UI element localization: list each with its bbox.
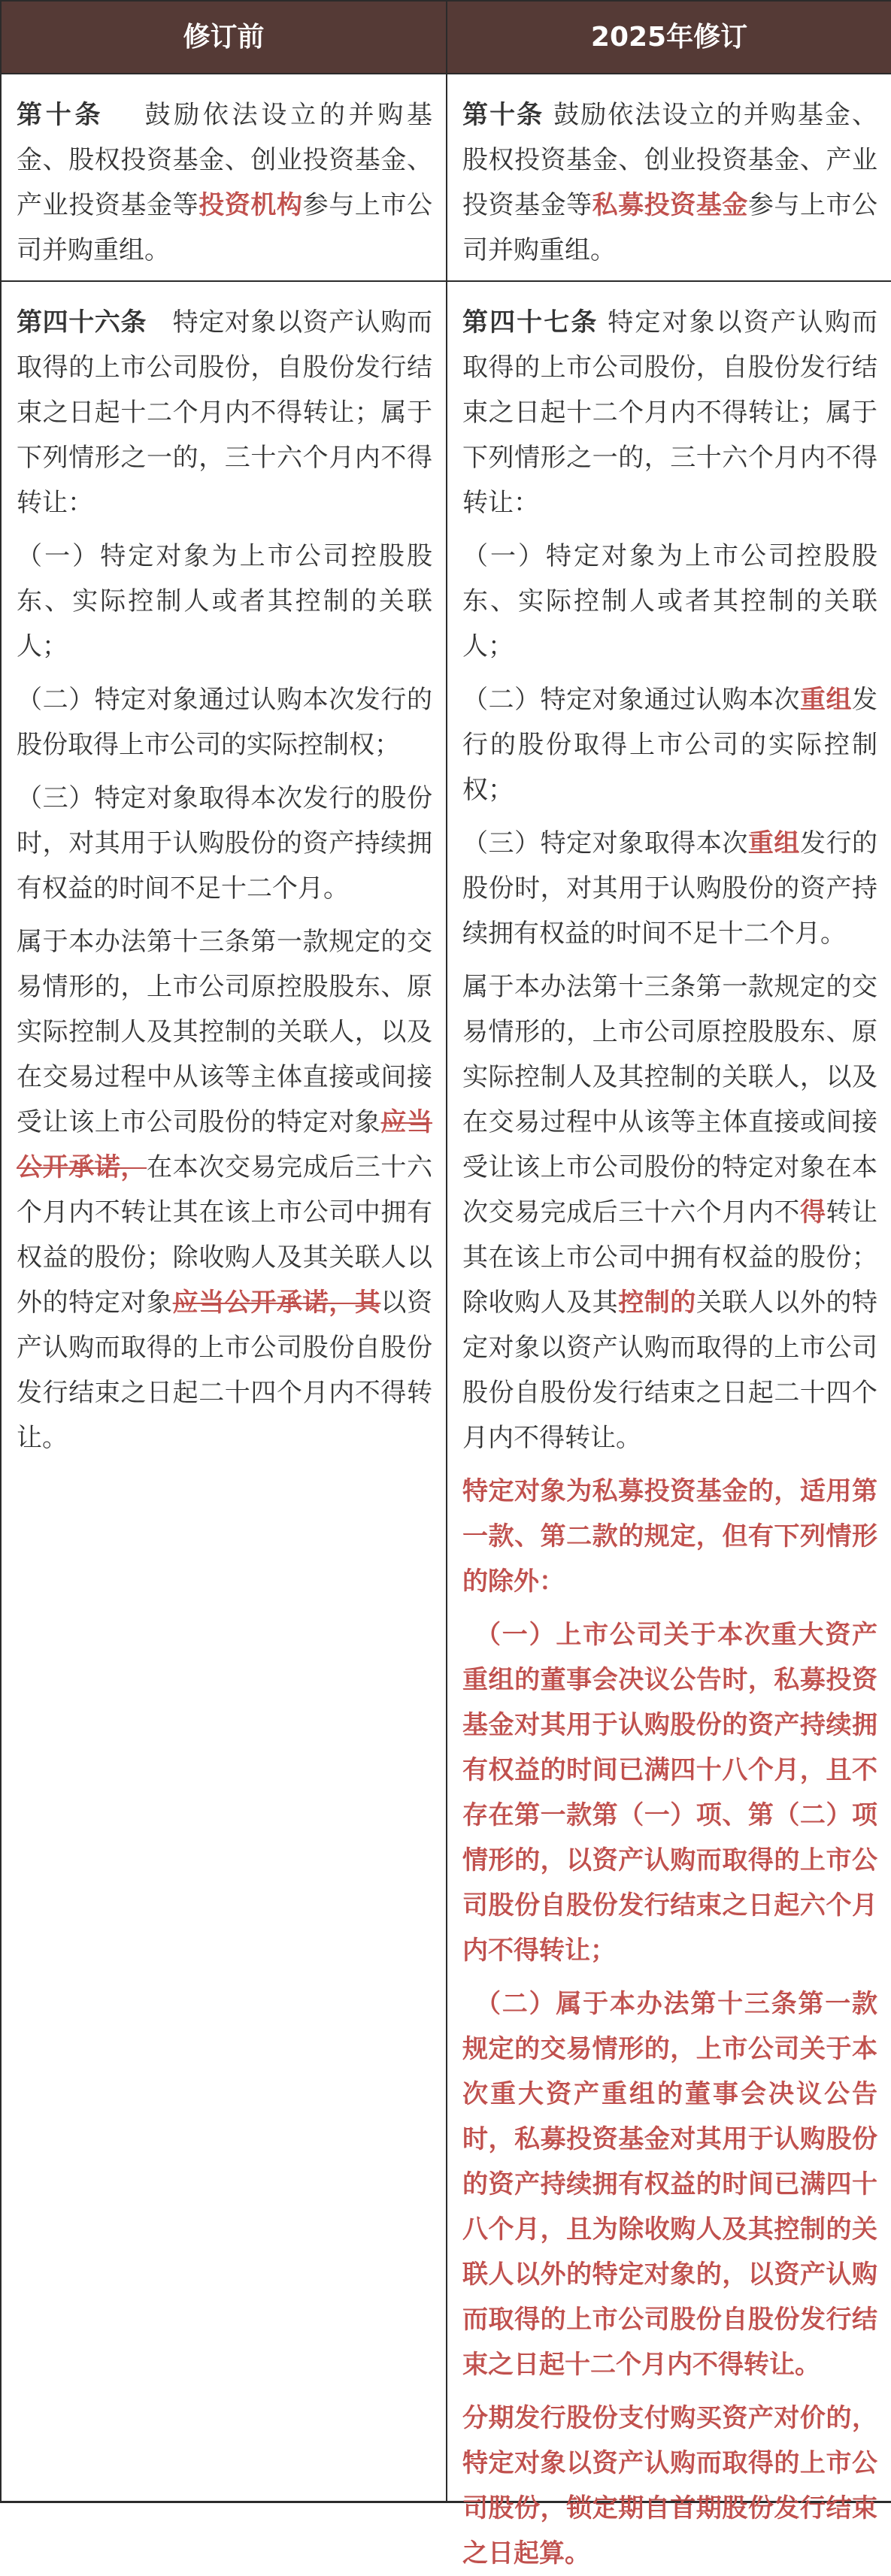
revised-text: 投资机构 bbox=[199, 190, 303, 220]
table-header bbox=[2, 2, 891, 73]
cell-after bbox=[446, 74, 891, 280]
header-2025-revision: 2025年修订 bbox=[446, 2, 891, 73]
clause-paragraph bbox=[462, 677, 877, 813]
deleted-text: 应当公开承诺， bbox=[17, 1107, 433, 1182]
article-number: 第四十六条 bbox=[17, 307, 147, 338]
clause-paragraph bbox=[17, 919, 432, 1461]
clause-text: 参与上市公司并购重组。 bbox=[462, 190, 878, 265]
revised-text: 控制的 bbox=[618, 1288, 696, 1318]
clause-text: 特定对象以资产认购而取得的上市公司股份，自股份发行结束之日起十二个月内不得转让；属于下列情形之一的，三十六个月内不得转让： bbox=[17, 307, 432, 518]
clause-text: 在本次交易完成后三十六个月内不转让其在该上市公司中拥有权益的股份；除收购人及其关联人以外的特定对象 bbox=[17, 1152, 432, 1318]
clause-text: （二）特定对象通过认购本次发行的股份取得上市公司的实际控制权； bbox=[17, 685, 432, 760]
revised-text: 私募投资基金 bbox=[592, 190, 748, 220]
clause-paragraph bbox=[17, 92, 432, 273]
clause-text: 参与上市公司并购重组。 bbox=[17, 190, 433, 265]
article-number: 第十条 bbox=[462, 100, 544, 130]
cell-before bbox=[2, 74, 446, 280]
added-paragraph bbox=[462, 1469, 877, 1604]
header-before-revision: 修订前 bbox=[183, 22, 265, 53]
clause-text: （一）特定对象为上市公司控股股东、实际控制人或者其控制的关联人； bbox=[462, 541, 877, 661]
clause-paragraph bbox=[462, 534, 877, 669]
clause-text: 鼓励依法设立的并购基金、股权投资基金、创业投资基金、产业投资基金等 bbox=[17, 100, 432, 220]
clause-paragraph bbox=[462, 92, 877, 273]
clause-text: （三）特定对象取得本次 bbox=[462, 828, 748, 858]
clause-text: 属于本办法第十三条第一款规定的交易情形的，上市公司原控股股东、原实际控制人及其控制的关联人，以及在交易过程中从该等主体直接或间接受让该上市公司股份的特定对象 bbox=[17, 927, 432, 1137]
cell-before bbox=[2, 282, 446, 2501]
clause-text: 发行的股份取得上市公司的实际控制权； bbox=[462, 685, 878, 805]
revised-text: 得 bbox=[799, 1197, 826, 1227]
clause-text: （三）特定对象取得本次发行的股份时，对其用于认购股份的资产持续拥有权益的时间不足十二个月。 bbox=[17, 783, 432, 904]
clause-paragraph bbox=[17, 776, 432, 911]
clause-text: 发行的股份时，对其用于认购股份的资产持续拥有权益的时间不足十二个月。 bbox=[462, 828, 878, 949]
clause-paragraph bbox=[462, 300, 877, 525]
table-row-article-46-47 bbox=[2, 280, 891, 2568]
clause-paragraph bbox=[17, 677, 432, 767]
revised-text: 重组 bbox=[747, 828, 800, 858]
clause-text: （一）上市公司关于本次重大资产重组的董事会决议公告时，私募投资基金对其用于认购股份的资产持续拥有权益的时间已满四十八个月，且不存在第一款第（一）项、第（二）项情形的，以资产认购而取得的上市公司股份自股份发行结束之日起六个月内不得转让； bbox=[462, 1620, 877, 1966]
clause-paragraph bbox=[17, 300, 432, 525]
clause-text: 转让其在该上市公司中拥有权益的股份；除收购人及其 bbox=[462, 1197, 878, 1318]
table-row-article-10 bbox=[2, 73, 891, 280]
added-paragraph bbox=[462, 1612, 877, 1973]
deleted-text: 应当公开承诺，其 bbox=[172, 1288, 381, 1318]
revised-text: 重组 bbox=[799, 685, 853, 715]
clause-text: （二）属于本办法第十三条第一款规定的交易情形的，上市公司关于本次重大资产重组的董事会决议公告时，私募投资基金对其用于认购股份的资产持续拥有权益的时间已满四十八个月，且为除收购人及其控制的关联人以外的特定对象的，以资产认购而取得的上市公司股份自股份发行结束之日起十二个月内不得转让。 bbox=[462, 1989, 877, 2380]
clause-text: （一）特定对象为上市公司控股股东、实际控制人或者其控制的关联人； bbox=[17, 541, 432, 661]
clause-text: 以资产认购而取得的上市公司股份自股份发行结束之日起二十四个月内不得转让。 bbox=[17, 1288, 433, 1453]
clause-text: 特定对象为私募投资基金的，适用第一款、第二款的规定，但有下列情形的除外： bbox=[462, 1476, 877, 1597]
clause-paragraph bbox=[462, 964, 877, 1461]
clause-text: 分期发行股份支付购买资产对价的，特定对象以资产认购而取得的上市公司股份，锁定期自首期股份发行结束之日起算。 bbox=[462, 2403, 877, 2568]
clause-paragraph bbox=[462, 821, 877, 956]
added-paragraph bbox=[462, 2396, 877, 2576]
clause-text: （二）特定对象通过认购本次 bbox=[462, 685, 800, 715]
clause-text: 特定对象以资产认购而取得的上市公司股份，自股份发行结束之日起十二个月内不得转让；属于下列情形之一的，三十六个月内不得转让： bbox=[462, 307, 878, 518]
cell-after bbox=[446, 282, 891, 2568]
article-number: 第十条 bbox=[17, 100, 105, 130]
article-number: 第四十七条 bbox=[462, 307, 599, 338]
added-paragraph bbox=[462, 1981, 877, 2387]
clause-text: 鼓励依法设立的并购基金、股权投资基金、创业投资基金、产业投资基金等 bbox=[462, 100, 878, 220]
clause-text: 属于本办法第十三条第一款规定的交易情形的，上市公司原控股股东、原实际控制人及其控制的关联人，以及在交易过程中从该等主体直接或间接受让该上市公司股份的特定对象在本次交易完成后三十六个月内不 bbox=[462, 972, 877, 1227]
clause-text: 关联人以外的特定对象以资产认购而取得的上市公司股份自股份发行结束之日起二十四个月内不得转让。 bbox=[462, 1288, 878, 1453]
clause-paragraph bbox=[17, 534, 432, 669]
